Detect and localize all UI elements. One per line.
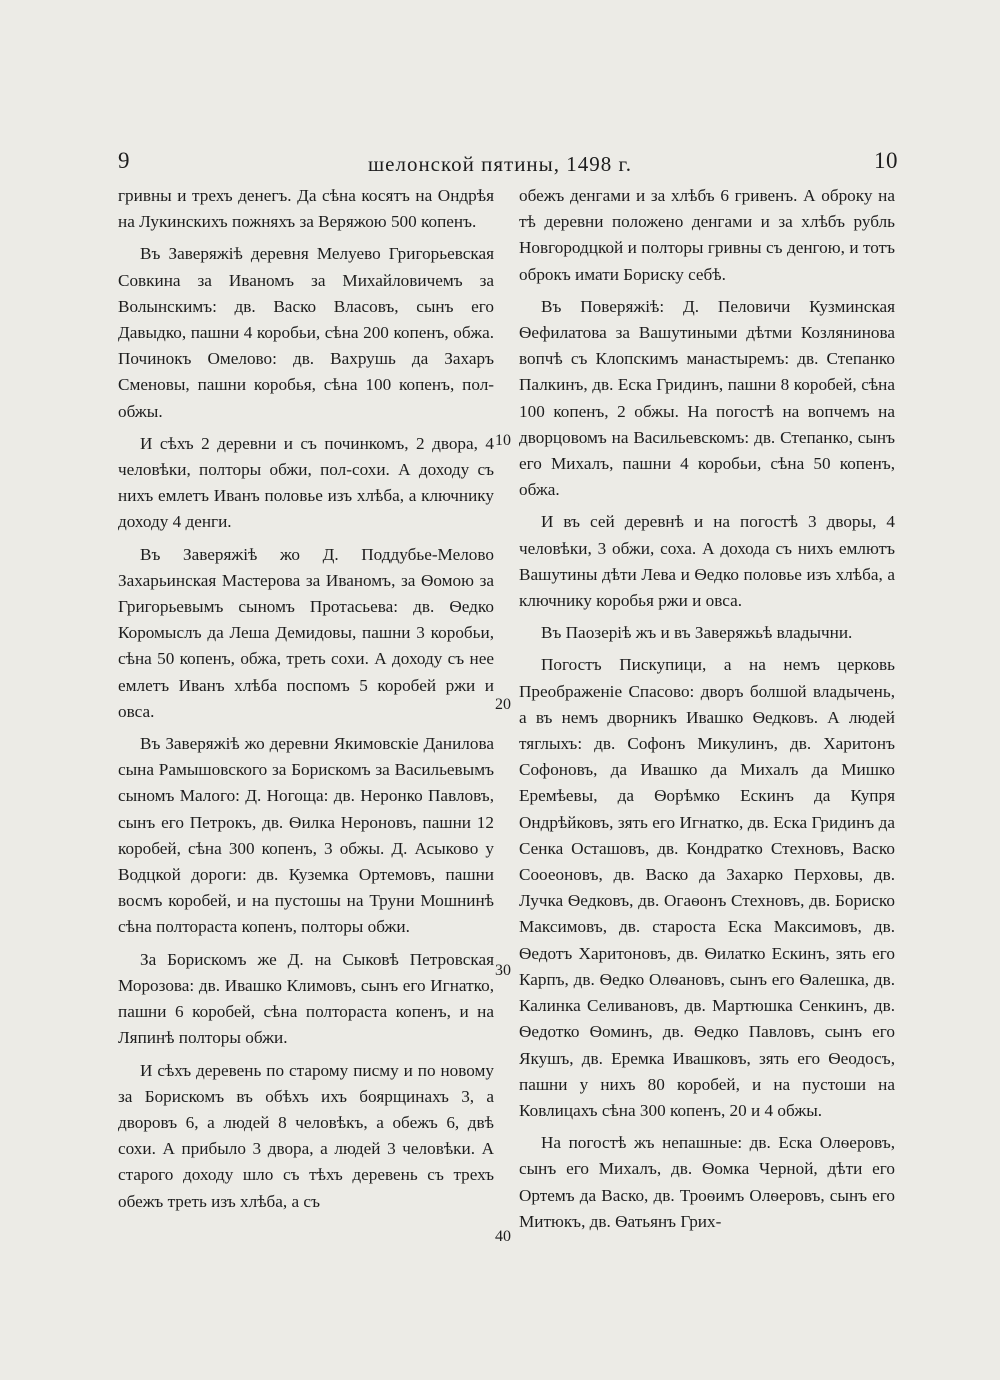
page-number-right: 10 (874, 148, 898, 173)
page-number-left: 9 (118, 148, 130, 173)
left-column (118, 183, 494, 1221)
paragraph: гривны и трехъ денегъ. Да сѣна косятъ на Ондрѣя на Лукинскихъ пожняхъ за Веряжою 500 копенъ. (118, 186, 494, 232)
paragraph: обежъ денгами и за хлѣбъ 6 гривенъ. А оброку на тѣ деревни положено денгами и за хлѣбъ рубль Новгородцкой и полторы гривны съ денгою, и тотъ оброкъ имати Бориску себѣ. (519, 186, 895, 284)
line-number: 10 (495, 432, 511, 449)
paragraph: За Борискомъ же Д. на Сыковѣ Петровская Морозова: дв. Ивашко Климовъ, сынъ его Игнатко, пашни 6 коробей, сѣна полтораста копенъ, и на Ляпинѣ полторы обжи. (118, 949, 494, 1048)
line-number: 20 (495, 696, 511, 713)
paragraph: Въ Поверяжіѣ: Д. Пеловичи Кузминская Ѳефилатова за Вашутиными дѣтми Козлянинова вопчѣ съ Клопскимъ манастыремъ: дв. Степанко Палкинъ, дв. Еска Гридинъ, пашни 8 коробей, сѣна 100 копенъ, 2 обжы. На погостѣ на вопчемъ на дворцовомъ на Васильевскомъ: дв. Степанко, сынъ его Михалъ, пашни 4 коробьи, сѣна 50 копенъ, обжа. (519, 296, 895, 500)
line-number: 40 (495, 1228, 511, 1245)
paragraph: На погостѣ жъ непашные: дв. Еска Олѳеровъ, сынъ его Михалъ, дв. Ѳомка Черной, дѣти его Ортемъ да Васко, дв. Троѳимъ Олѳеровъ, сынъ его Митюкъ, дв. Ѳатьянъ Грих- (519, 1133, 895, 1231)
paragraph: Въ Заверяжіѣ жо деревни Якимовскіе Данилова сына Рамышовского за Борискомъ за Васильевымъ сыномъ Малого: Д. Ногоща: дв. Неронко Павловъ, сынъ его Петрокъ, дв. Ѳилка Нероновъ, пашни 12 коробей, сѣна 300 копенъ, 3 обжы. Д. Асыково у Водцкой дороги: дв. Куземка Ортемовъ, пашни восмъ коробей, и на пустошы на Труни Мошнинѣ сѣна полтораста копенъ, полторы обжи. (118, 734, 494, 937)
paragraph: Въ Заверяжіѣ жо Д. Поддубье-Мелово Захарьинская Мастерова за Иваномъ, за Ѳомою за Григорьевымъ сыномъ Протасьева: дв. Ѳедко Коромыслъ да Леша Демидовы, пашни 3 коробьи, сѣна 50 копенъ, обжа, треть сохи. А доходу съ нее емлетъ Иванъ хлѣба поспомъ 5 коробей ржи и овса. (118, 544, 494, 721)
paragraph: И въ сей деревнѣ и на погостѣ 3 дворы, 4 человѣки, 3 обжи, соха. А дохода съ нихъ емлютъ Вашутины дѣти Лева и Ѳедко половье изъ хлѣба, а ключнику коробья ржи и овса. (519, 512, 895, 611)
right-column (519, 183, 895, 1241)
running-title: шелонской пятины, 1498 г. (367, 152, 633, 176)
paragraph: Въ Паозеріѣ жъ и въ Заверяжьѣ владычни. (541, 623, 853, 643)
paragraph: И сѣхъ деревень по старому писму и по новому за Борискомъ въ обѣхъ ихъ боярщинахъ 3, а дворовъ 6, а людей 8 человѣкъ, а обежъ 6, двѣ сохи. А прибыло 3 двора, а людей 3 человѣки. А старого доходу шло съ тѣхъ деревень съ трехъ обежъ треть изъ хлѣба, а съ (118, 1060, 494, 1211)
paragraph: И сѣхъ 2 деревни и съ починкомъ, 2 двора, 4 человѣки, полторы обжи, пол-сохи. А доходу съ нихъ емлетъ Иванъ половье изъ хлѣба, а ключнику доходу 4 денги. (118, 433, 494, 532)
paragraph: Погостъ Пискупици, а на немъ церковь Преображеніе Спасово: дворъ болшой владычень, а въ немъ дворникъ Ивашко Ѳедковъ. А людей тяглыхъ: дв. Софонъ Микулинъ, дв. Харитонъ Софоновъ, да Ивашко да Михалъ да Мишко Еремѣевы, да Ѳорѣмко Ескинъ да Купря Ондрѣйковъ, зять его Игнатко, дв. Еска Гридинъ да Сенка Осташовъ, дв. Кондратко Стехновъ, Васко Сооеоновъ, дв. Васко да Захарко Перховы, дв. Лучка Ѳедковъ, дв. Огаѳонъ Стехновъ, дв. Бориско Максимовъ, дв. староста Еска Максимовъ, дв. Ѳедотъ Харитоновъ, дв. Ѳилатко Ескинъ, зять его Карпъ, дв. Ѳедко Олѳановъ, сынъ его Ѳалешка, дв. Калинка Селивановъ, дв. Мартюшка Сенкинъ, дв. Ѳедотко Ѳоминъ, дв. Ѳедко Павловъ, сынъ его Якушъ, дв. Еремка Ивашковъ, зять его Ѳеодосъ, пашни у нихъ 80 коробей, и на пустоши на Ковлицахъ сѣна 300 копенъ, 20 и 4 обжы. (519, 655, 895, 1120)
line-number: 30 (495, 962, 511, 979)
paragraph: Въ Заверяжіѣ деревня Мелуево Григорьевская Совкина за Иваномъ за Михайловичемъ за Волынскимъ: дв. Васко Власовъ, сынъ его Давыдко, пашни 4 коробьи, сѣна 200 копенъ, обжа. Починокъ Омелово: дв. Вахрушь да Захаръ Сменовы, пашни коробья, сѣна 100 копенъ, пол-обжы. (118, 244, 494, 421)
